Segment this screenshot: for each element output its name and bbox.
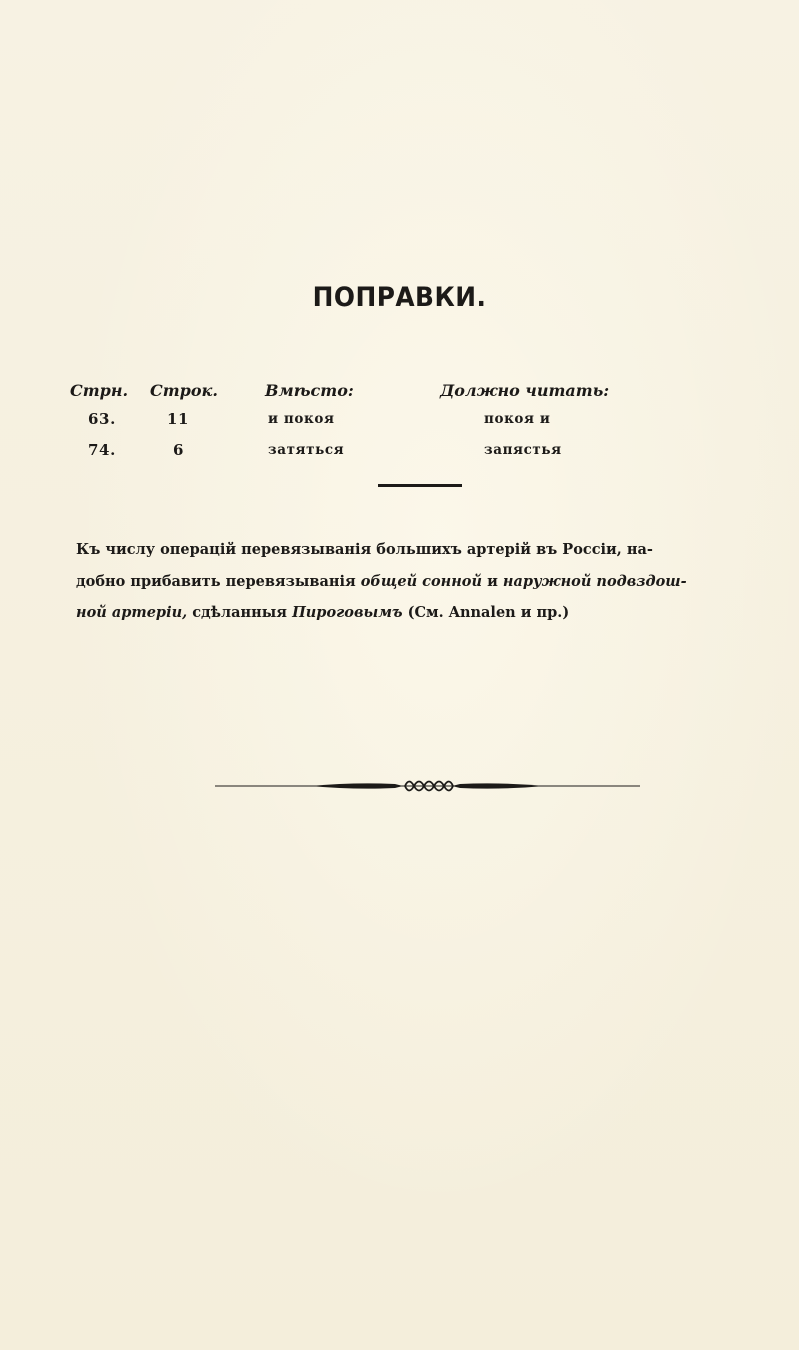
ornament-divider-icon [215, 772, 640, 800]
row-page: 63. [88, 410, 116, 428]
note-text: добно прибавить перевязыванія [76, 573, 361, 590]
row-page: 74. [88, 441, 116, 459]
row-should-read: запястья [484, 442, 562, 458]
row-should-read: покоя и [484, 411, 551, 427]
note-line-3 [76, 604, 766, 621]
column-header-page: Стрн. [70, 381, 129, 400]
note-text: (См. Annalen и пр.) [402, 604, 570, 621]
note-text: и [482, 573, 503, 590]
page-title: ПОПРАВКИ. [312, 282, 487, 313]
note-italic: Пироговымъ [292, 604, 403, 621]
note-italic: ной артеріи, [76, 604, 188, 621]
column-header-should-read: Должно читать: [440, 381, 610, 400]
row-line: 6 [173, 441, 185, 459]
note-line-1 [76, 541, 766, 558]
row-line: 11 [167, 410, 190, 428]
column-header-line: Строк. [150, 381, 218, 400]
note-italic: наружной подвздош- [502, 573, 687, 590]
row-instead: и покоя [268, 411, 335, 427]
note-line-2 [76, 573, 766, 590]
column-header-instead: Вмѣсто: [265, 381, 354, 400]
note-text: Къ числу операцій перевязыванія большихъ артерій въ Россіи, на- [76, 541, 653, 558]
row-instead: затяться [268, 442, 345, 458]
divider-rule [378, 484, 462, 487]
note-italic: общей сонной [360, 573, 483, 590]
note-text: сдѣланныя [187, 604, 293, 621]
